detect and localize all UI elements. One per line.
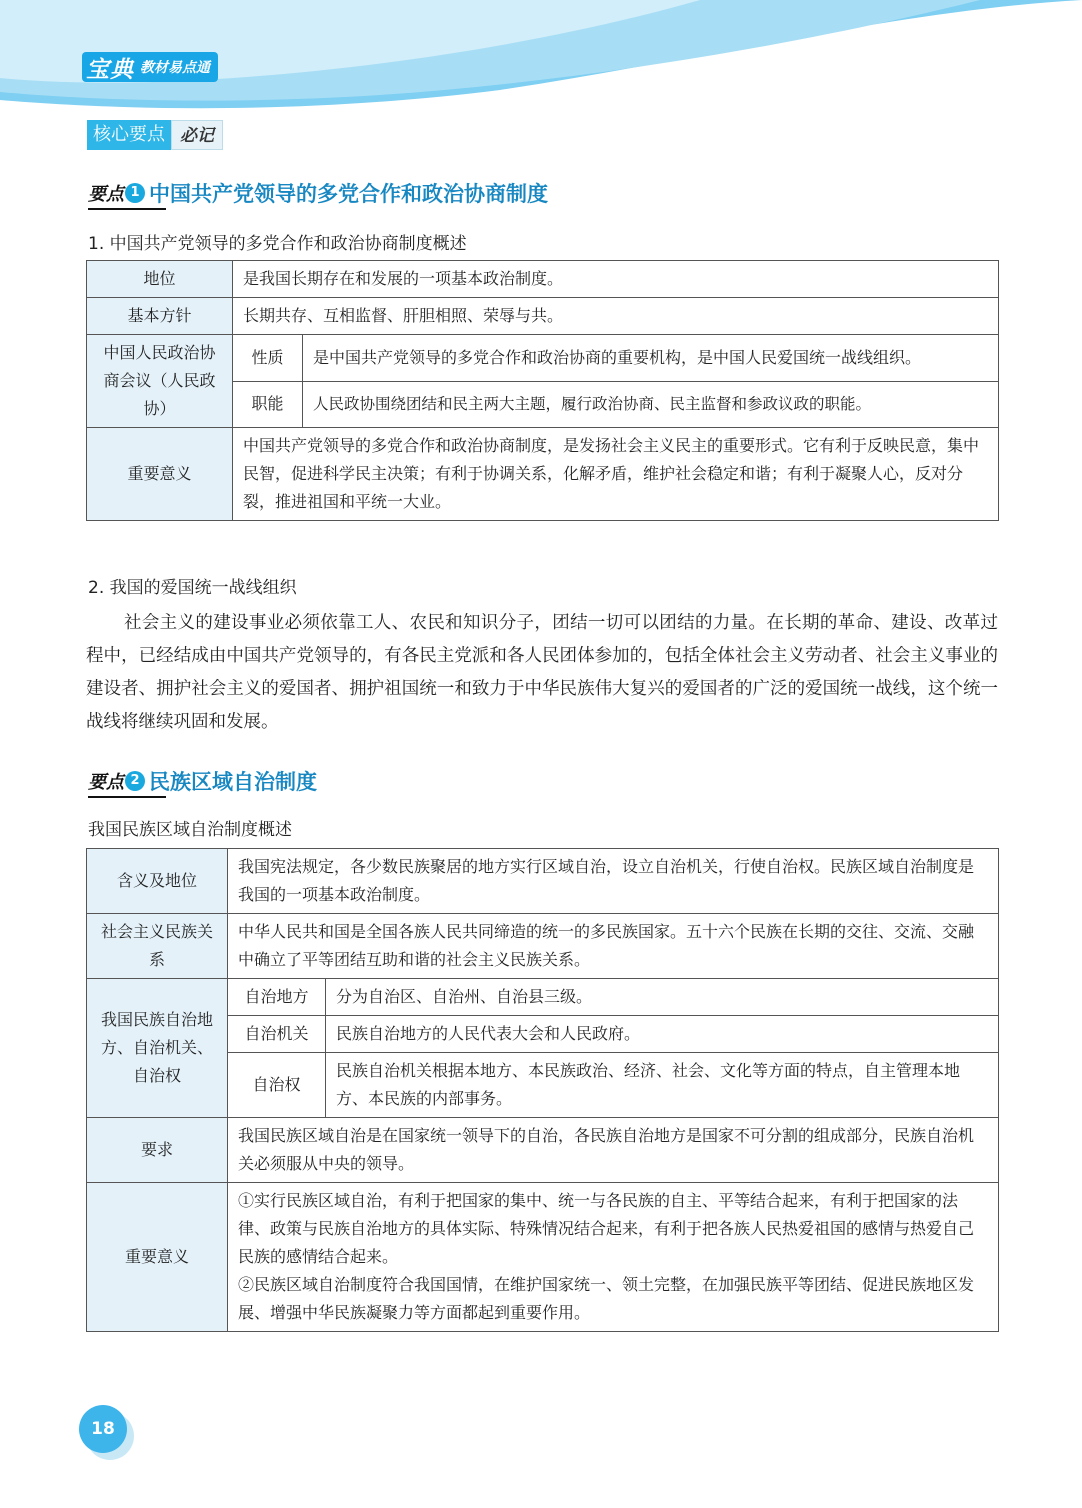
table-label-cell: 中国人民政治协商会议（人民政协）: [87, 335, 233, 428]
table-value-cell: 我国宪法规定，各少数民族聚居的地方实行区域自治，设立自治机关，行使自治权。民族区域自治制度是我国的一项基本政治制度。: [228, 849, 999, 914]
table-row: [87, 428, 999, 521]
point-1-title: 中国共产党领导的多党合作和政治协商制度: [149, 182, 548, 206]
significance-item-1: ①实行民族区域自治，有利于把国家的集中、统一与各民族的自主、平等结合起来，有利于把国家的法律、政策与民族自治地方的具体实际、特殊情况结合起来，有利于把各族人民热爱祖国的感情与热爱自己民族的感情结合起来。: [238, 1191, 975, 1266]
point-2-heading: [88, 766, 317, 796]
table-sub-label-cell: 职能: [233, 381, 303, 428]
table-row: [87, 1183, 999, 1332]
table-value-cell: 中国共产党领导的多党合作和政治协商制度，是发扬社会主义民主的重要形式。它有利于反映民意，集中民智，促进科学民主决策；有利于协调关系，化解矛盾，维护社会稳定和谐；有利于凝聚人心，反对分裂，推进祖国和平统一大业。: [233, 428, 999, 521]
page-number: 18: [79, 1405, 127, 1453]
table-row: [87, 261, 999, 298]
table-value-cell: 分为自治区、自治州、自治县三级。: [326, 979, 999, 1016]
table-sub-label-cell: 自治机关: [228, 1016, 326, 1053]
table-row: [87, 849, 999, 914]
table-value-cell: 我国民族区域自治是在国家统一领导下的自治，各民族自治地方是国家不可分割的组成部分，民族自治机关必须服从中央的领导。: [228, 1118, 999, 1183]
point-1-underline: [88, 208, 166, 210]
table-row: [87, 298, 999, 335]
core-tag-script: 必记: [171, 120, 223, 150]
core-tag-label: 核心要点: [87, 120, 171, 150]
table-value-cell: 中华人民共和国是全国各族人民共同缔造的统一的多民族国家。五十六个民族在长期的交往、交流、交融中确立了平等团结互助和谐的社会主义民族关系。: [228, 914, 999, 979]
table-value-cell: 长期共存、互相监督、肝胆相照、荣辱与共。: [233, 298, 999, 335]
brand-logo: [82, 52, 218, 82]
point-1-number: 1: [125, 183, 145, 203]
table-row: [87, 979, 999, 1016]
point-2-number: 2: [125, 771, 145, 791]
table-value-cell: [228, 1183, 999, 1332]
significance-item-2: ②民族区域自治制度符合我国国情，在维护国家统一、领土完整，在加强民族平等团结、促进民族地区发展、增强中华民族凝聚力等方面都起到重要作用。: [238, 1275, 975, 1322]
table-label-cell: 要求: [87, 1118, 228, 1183]
point-1-table: [86, 260, 999, 521]
table-value-cell: 民族自治机关根据本地方、本民族政治、经济、社会、文化等方面的特点，自主管理本地方、本民族的内部事务。: [326, 1053, 999, 1118]
point-1-subheading-1: 1. 中国共产党领导的多党合作和政治协商制度概述: [88, 234, 467, 254]
point-1-paragraph: 社会主义的建设事业必须依靠工人、农民和知识分子，团结一切可以团结的力量。在长期的革命、建设、改革过程中，已经结成由中国共产党领导的，有各民主党派和各人民团体参加的，包括全体社会主义劳动者、社会主义事业的建设者、拥护社会主义的爱国者、拥护祖国统一和致力于中华民族伟大复兴的爱国者的广泛的爱国统一战线，这个统一战线将继续巩固和发展。: [86, 613, 998, 732]
table-value-cell: 人民政协围绕团结和民主两大主题，履行政治协商、民主监督和参政议政的职能。: [303, 381, 999, 428]
table-label-cell: 地位: [87, 261, 233, 298]
point-2-prefix: 要点: [88, 772, 124, 793]
point-1-prefix: 要点: [88, 184, 124, 205]
table-label-cell: 重要意义: [87, 428, 233, 521]
table-label-cell: 社会主义民族关系: [87, 914, 228, 979]
table-sub-label-cell: 自治权: [228, 1053, 326, 1118]
brand-main-text: 宝典: [86, 56, 134, 83]
table-label-cell: 重要意义: [87, 1183, 228, 1332]
table-row: [87, 914, 999, 979]
point-2-underline: [88, 796, 166, 798]
point-2-table: [86, 848, 999, 1332]
table-value-cell: 是中国共产党领导的多党合作和政治协商的重要机构，是中国人民爱国统一战线组织。: [303, 335, 999, 382]
table-sub-label-cell: 性质: [233, 335, 303, 382]
table-sub-label-cell: 自治地方: [228, 979, 326, 1016]
table-label-cell: 基本方针: [87, 298, 233, 335]
brand-sub-text: 教材易点通: [140, 60, 210, 76]
table-label-cell: 我国民族自治地方、自治机关、自治权: [87, 979, 228, 1118]
point-1-subheading-2: 2. 我国的爱国统一战线组织: [88, 578, 297, 598]
point-1-heading: [88, 178, 548, 208]
table-value-cell: 是我国长期存在和发展的一项基本政治制度。: [233, 261, 999, 298]
table-value-cell: 民族自治地方的人民代表大会和人民政府。: [326, 1016, 999, 1053]
core-points-tag: [87, 120, 223, 150]
point-2-subheading: 我国民族区域自治制度概述: [88, 820, 292, 840]
point-2-title: 民族区域自治制度: [149, 770, 317, 794]
table-row: [87, 335, 999, 382]
table-label-cell: 含义及地位: [87, 849, 228, 914]
table-row: [87, 1118, 999, 1183]
